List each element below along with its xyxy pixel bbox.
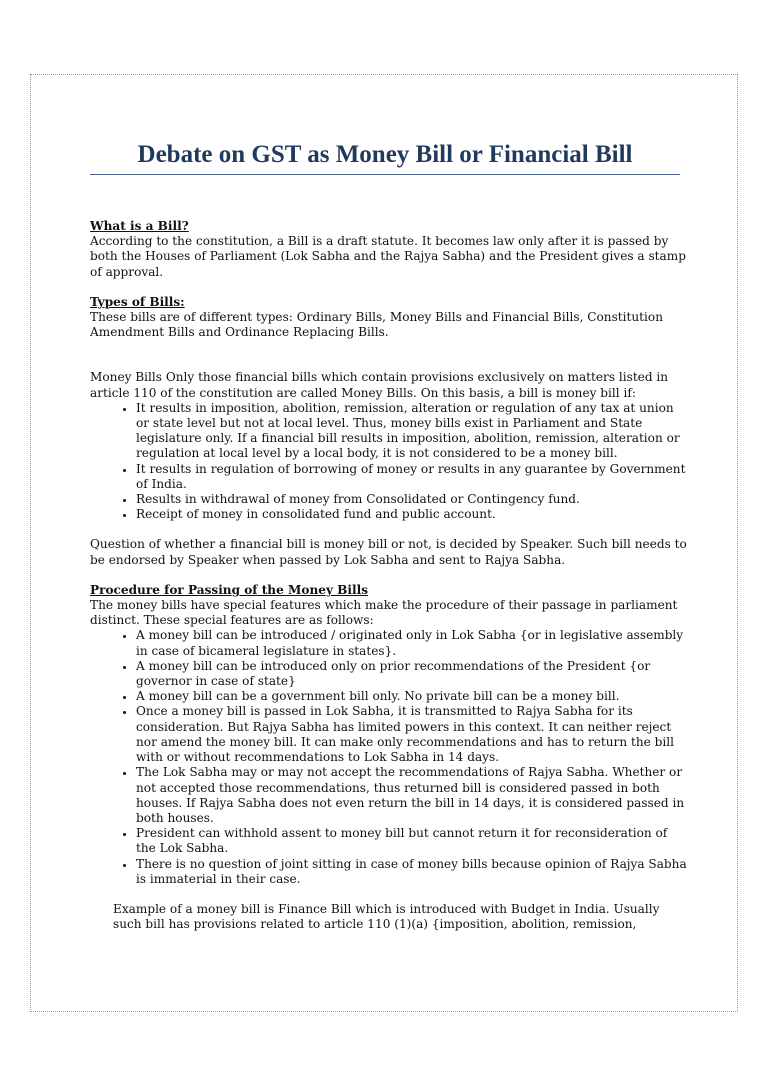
paragraph-speaker: Question of whether a financial bill is money bill or not, is decided by Speaker. Such bill needs to be endorsed by Speaker when passed by Lok Sabha and sent to Rajya Sabha. bbox=[90, 537, 687, 567]
list-item: • Results in withdrawal of money from Consolidated or Contingency fund. bbox=[136, 492, 688, 507]
paragraph-types-of-bills: These bills are of different types: Ordinary Bills, Money Bills and Financial Bills, Constitution Amendment Bills and Ordinance Replacing Bills. bbox=[90, 310, 663, 340]
paragraph-money-bills-intro: Money Bills Only those financial bills which contain provisions exclusively on matters listed in article 110 of the constitution are called Money Bills. On this basis, a bill is money bill if: bbox=[90, 370, 669, 400]
paragraph-what-is-bill: According to the constitution, a Bill is a draft statute. It becomes law only after it is passed by both the Houses of Parliament (Lok Sabha and the Rajya Sabha) and the President gives a stamp of approval. bbox=[90, 234, 686, 279]
list-item: • It results in regulation of borrowing of money or results in any guarantee by Government of India. bbox=[136, 462, 688, 492]
list-item: • A money bill can be introduced / originated only in Lok Sabha {or in legislative assembly in case of bicameral legislature in states}. bbox=[136, 628, 688, 658]
heading-procedure: Procedure for Passing of the Money Bills bbox=[90, 582, 368, 597]
list-item: • A money bill can be introduced only on prior recommendations of the President {or governor in case of state} bbox=[136, 659, 688, 689]
list-item: • The Lok Sabha may or may not accept the recommendations of Rajya Sabha. Whether or not accepted those recommendations, thus returned bill is considered passed in both houses. If Rajya Sabha does not even return the bill in 14 days, it is considered passed in both houses. bbox=[136, 765, 688, 826]
document-title: Debate on GST as Money Bill or Financial Bill bbox=[90, 140, 680, 175]
money-bill-criteria-list bbox=[90, 401, 688, 523]
procedure-features-list bbox=[90, 628, 688, 886]
heading-what-is-bill: What is a Bill? bbox=[90, 219, 189, 233]
list-item: • A money bill can be a government bill only. No private bill can be a money bill. bbox=[136, 689, 688, 704]
paragraph-procedure-intro: The money bills have special features which make the procedure of their passage in parliament distinct. These special features are as follows: bbox=[90, 598, 678, 628]
title-block bbox=[90, 140, 680, 175]
list-item: • President can withhold assent to money bill but cannot return it for reconsideration of the Lok Sabha. bbox=[136, 826, 688, 856]
document-body bbox=[90, 140, 688, 932]
list-item: • Receipt of money in consolidated fund and public account. bbox=[136, 507, 688, 522]
paragraph-example: Example of a money bill is Finance Bill which is introduced with Budget in India. Usually such bill has provisions related to article 110 (1)(a) {imposition, abolition, remission, bbox=[113, 901, 660, 932]
list-item: • There is no question of joint sitting in case of money bills because opinion of Rajya Sabha is immaterial in their case. bbox=[136, 857, 688, 887]
heading-types-of-bills: Types of Bills: bbox=[90, 294, 185, 309]
list-item: • It results in imposition, abolition, remission, alteration or regulation of any tax at union or state level but not at local level. Thus, money bills exist in Parliament and State legislature only. If a financial bill results in imposition, abolition, remission, alteration or regulation at local level by a local body, it is not considered to be a money bill. bbox=[136, 401, 688, 462]
list-item: • Once a money bill is passed in Lok Sabha, it is transmitted to Rajya Sabha for its consideration. But Rajya Sabha has limited powers in this context. It can neither reject nor amend the money bill. It can make only recommendations and has to return the bill with or without recommendations to Lok Sabha in 14 days. bbox=[136, 704, 688, 765]
